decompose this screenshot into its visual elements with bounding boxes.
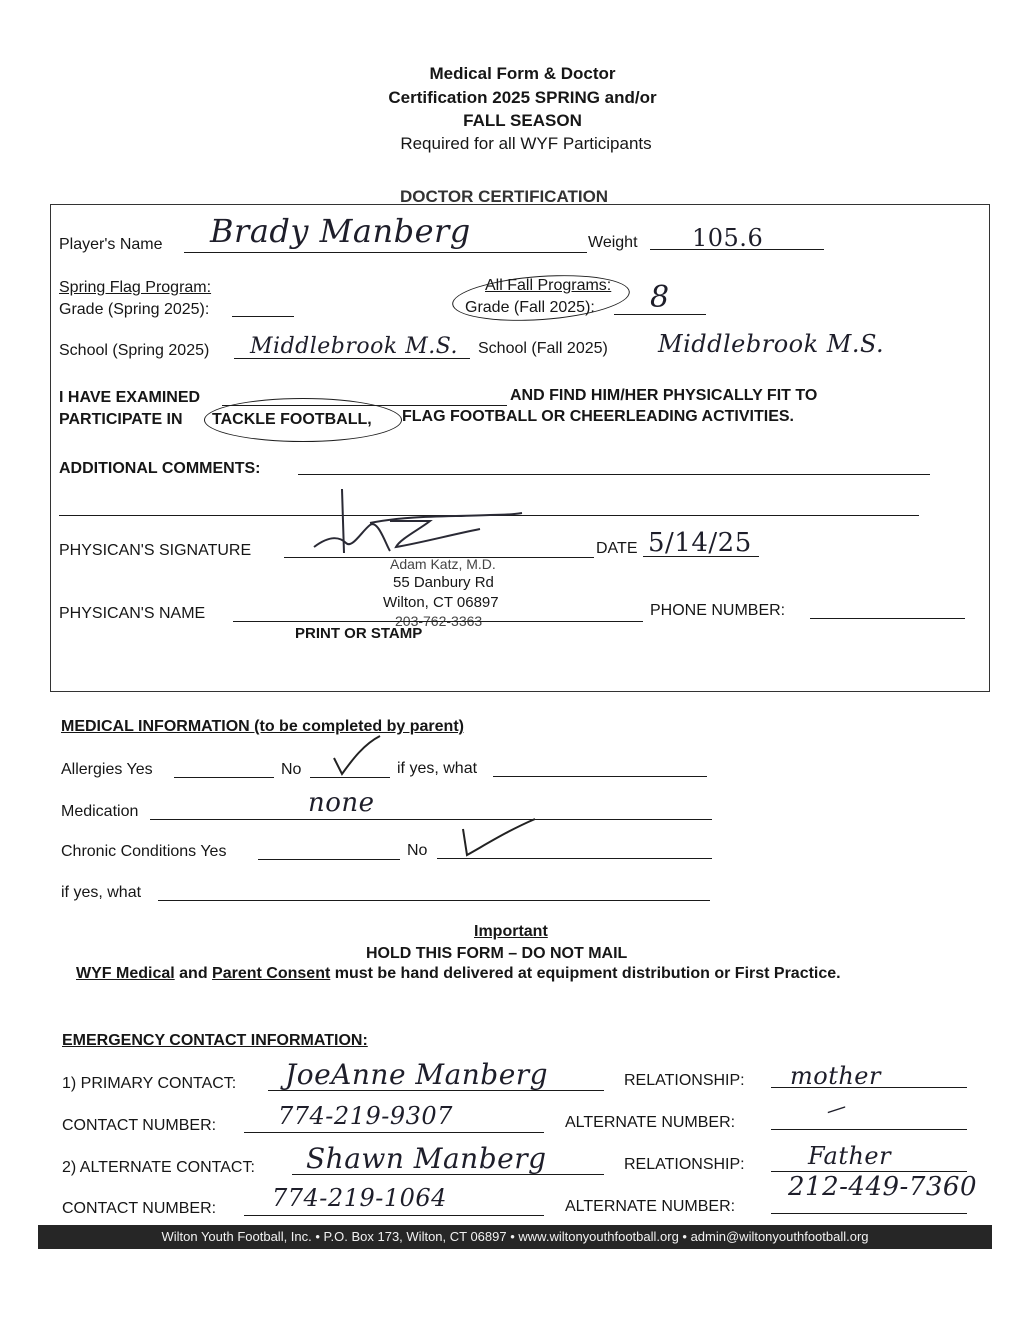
physician-signature [300,485,540,565]
footer-text: Wilton Youth Football, Inc. • P.O. Box 173, Wilton, CT 06897 • www.wiltonyouthfootball.org • admin@wiltonyouthfootball.org [161,1229,869,1244]
signature-label: PHYSICAN'S SIGNATURE [59,542,252,559]
primary-contact-label: 1) PRIMARY CONTACT: [62,1075,237,1092]
primary-alternate-line [771,1129,967,1130]
medical-heading: MEDICAL INFORMATION (to be completed by parent) [61,718,464,735]
phone-line[interactable] [810,618,965,619]
weight-label: Weight [588,234,638,251]
tackle-football-circle [204,398,402,442]
chronic-yes-label: Chronic Conditions Yes [61,843,227,860]
physician-name-label: PHYSICAN'S NAME [59,605,206,622]
school-spring-value[interactable]: Middlebrook M.S. [250,334,458,359]
important-heading: Important [474,923,548,940]
alternate-number-value[interactable]: 774-219-1064 [272,1184,447,1212]
chronic-if-yes-label: if yes, what [61,884,142,901]
form-title-line2: Certification 2025 SPRING and/or [388,88,657,107]
alternate-contact-value[interactable]: Shawn Manberg [306,1142,547,1175]
alternate-alt-number-label: ALTERNATE NUMBER: [565,1198,736,1215]
examined-text-2b: FLAG FOOTBALL OR CHEERLEADING ACTIVITIES. [402,408,794,425]
spring-program-label: Spring Flag Program: [59,279,212,296]
important-line1: HOLD THIS FORM – DO NOT MAIL [366,945,628,962]
alternate-contact-label: 2) ALTERNATE CONTACT: [62,1159,255,1176]
allergies-yes-line[interactable] [174,777,274,778]
emergency-heading: EMERGENCY CONTACT INFORMATION: [62,1032,368,1049]
comments-line-1[interactable] [298,474,930,475]
print-or-stamp-label: PRINT OR STAMP [295,625,423,642]
chronic-if-yes-line[interactable] [158,900,710,901]
primary-alternate-value[interactable]: — [822,1093,850,1123]
school-fall-label: School (Fall 2025) [478,340,608,357]
examined-text-1b: AND FIND HIM/HER PHYSICALLY FIT TO [510,387,818,404]
primary-number-value[interactable]: 774-219-9307 [278,1102,453,1130]
alternate-relationship-value[interactable]: Father [808,1142,892,1170]
fall-programs-label: All Fall Programs: [485,277,612,294]
allergies-no-checkmark [330,732,390,778]
allergies-no-label: No [281,761,302,778]
and-text: and [179,965,208,982]
primary-number-line [244,1132,544,1133]
comments-label: ADDITIONAL COMMENTS: [59,460,261,477]
grade-fall-label: Grade (Fall 2025): [465,299,595,316]
examined-text-2a: PARTICIPATE IN [59,411,183,428]
allergies-if-yes-line[interactable] [493,776,707,777]
chronic-no-checkmark [455,815,545,859]
doctor-cert-heading: DOCTOR CERTIFICATION [400,187,609,206]
medication-line [150,819,712,820]
stamp-city: Wilton, CT 06897 [383,594,499,611]
important-rest-text: must be hand delivered at equipment distribution or First Practice. [334,965,841,982]
form-subtitle: Required for all WYF Participants [400,134,652,153]
alternate-number-label: CONTACT NUMBER: [62,1200,217,1217]
school-spring-label: School (Spring 2025) [59,342,210,359]
primary-relationship-label: RELATIONSHIP: [624,1072,745,1089]
footer-bar [38,1225,992,1249]
stamp-name: Adam Katz, M.D. [390,556,496,572]
primary-contact-value[interactable]: JoeAnne Manberg [285,1058,549,1091]
players-name-label: Player's Name [59,236,163,253]
weight-value[interactable]: 105.6 [692,224,764,252]
wyf-medical-text: WYF Medical [76,965,175,982]
date-value[interactable]: 5/14/25 [648,528,752,558]
players-name-line [184,252,587,253]
primary-number-label: CONTACT NUMBER: [62,1117,217,1134]
players-name-value[interactable]: Brady Manberg [210,212,471,250]
phone-label: PHONE NUMBER: [650,602,786,619]
primary-relationship-value[interactable]: mother [790,1062,881,1090]
grade-fall-value[interactable]: 8 [650,280,670,315]
stamp-phone: 203-762-3363 [395,613,483,629]
alternate-number-line [244,1215,544,1216]
grade-spring-line [232,316,294,317]
stamp-address: 55 Danbury Rd [393,574,494,591]
date-label: DATE [596,540,638,557]
chronic-no-label: No [407,842,428,859]
alternate-alt-number-line [771,1213,967,1214]
primary-alternate-label: ALTERNATE NUMBER: [565,1114,736,1131]
examined-text-1a: I HAVE EXAMINED [59,389,201,406]
tackle-football-text[interactable]: TACKLE FOOTBALL, [212,411,372,428]
alternate-alt-number-value[interactable]: 212-449-7360 [788,1172,977,1202]
chronic-yes-line[interactable] [258,859,400,860]
medication-label: Medication [61,803,139,820]
school-fall-value[interactable]: Middlebrook M.S. [658,330,885,358]
allergies-yes-label: Allergies Yes [61,761,153,778]
physician-name-line [233,621,643,622]
parent-consent-text: Parent Consent [212,965,331,982]
form-title-line3: FALL SEASON [463,111,582,130]
form-title-line1: Medical Form & Doctor [429,64,616,83]
alternate-relationship-label: RELATIONSHIP: [624,1156,745,1173]
medication-value[interactable]: none [308,788,375,818]
grade-spring-label: Grade (Spring 2025): [59,301,210,318]
allergies-if-yes-label: if yes, what [397,760,478,777]
important-line2 [76,965,841,983]
